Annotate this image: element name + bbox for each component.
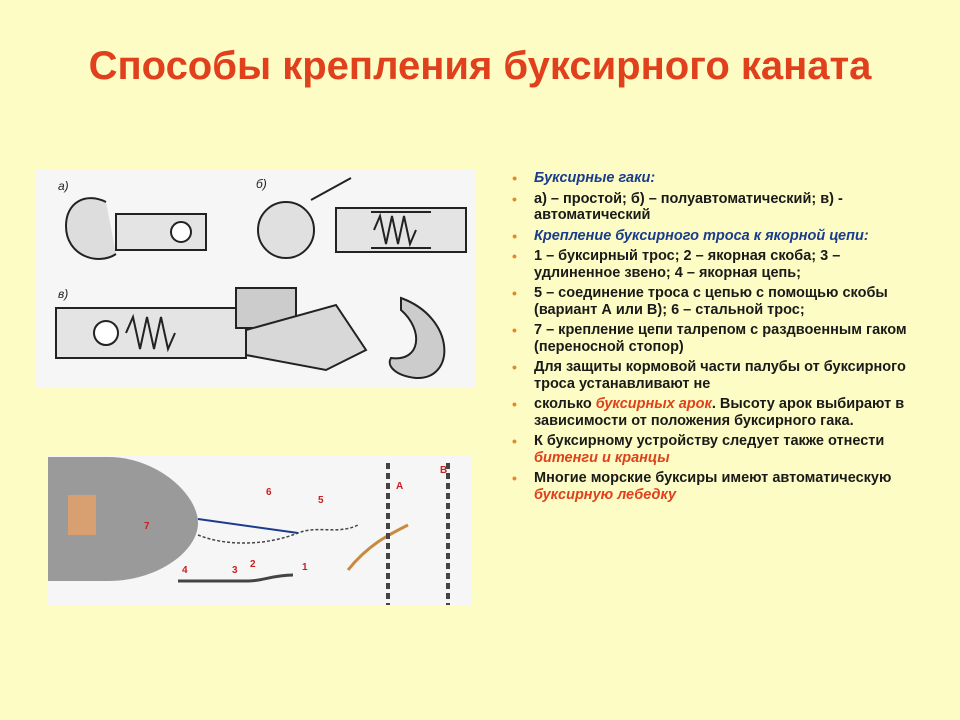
bullet-arches-before: сколько — [534, 396, 596, 412]
simple-hook-pin — [171, 222, 191, 242]
bullet-bitts — [512, 433, 912, 466]
stern-label-5: 5 — [318, 495, 324, 506]
hook-label-b: б) — [256, 177, 267, 191]
semi-auto-hook-lever — [311, 178, 351, 200]
bullet-winch — [512, 470, 912, 503]
steel-rope — [198, 519, 298, 533]
stern-bitts — [68, 495, 96, 535]
slide-title: Способы крепления буксирного каната — [88, 44, 872, 88]
towing-arches-highlight: буксирных арок — [595, 396, 712, 412]
hook-label-v: в) — [58, 287, 69, 301]
bullet-list — [512, 170, 912, 507]
winch-highlight: буксирную лебедку — [534, 486, 677, 503]
towing-hooks-drawing — [36, 170, 476, 388]
bullet-hooks-types: • а) – простой; б) – полуавтоматический; в) - автоматический — [512, 191, 912, 224]
bullet-deck-protection: • Для защиты кормовой части палубы от буксирного троса устанавливают не — [512, 359, 912, 392]
semi-auto-hook-shape — [258, 202, 314, 258]
stern-label-1: 1 — [302, 562, 308, 573]
bullet-winch-before: Многие морские буксиры имеют автоматическую — [534, 470, 892, 486]
bullet-chain-items-3: • 7 – крепление цепи талрепом с раздвоенным гаком (переносной стопор) — [512, 322, 912, 355]
simple-hook-body — [116, 214, 206, 250]
bullet-chain-heading: • Крепление буксирного троса к якорной цепи: — [512, 228, 912, 245]
stern-label-3: 3 — [232, 565, 238, 576]
bullet-arches-after: . Высоту арок выбирают в зависимости от положения буксирного гака. — [534, 396, 905, 429]
variant-label-b: В — [440, 465, 448, 476]
auto-hook-pin — [94, 321, 118, 345]
hook-label-a: а) — [58, 179, 69, 193]
bitts-highlight: битенги и кранцы — [534, 449, 670, 466]
variant-label-a: А — [396, 481, 404, 492]
stern-label-2: 2 — [250, 559, 256, 570]
stern-label-4: 4 — [182, 565, 188, 576]
bullet-chain-items-2: • 5 – соединение троса с цепью с помощью скобы (вариант А или В); 6 – стальной трос; — [512, 285, 912, 318]
bullet-chain-items-1: • 1 – буксирный трос; 2 – якорная скоба; 3 – удлиненное звено; 4 – якорная цепь; — [512, 248, 912, 281]
bullet-bitts-before: К буксирному устройству следует также отнести — [534, 433, 885, 449]
stern-label-6: 6 — [266, 487, 272, 498]
stern-towing-figure — [48, 455, 472, 605]
towing-hooks-figure — [36, 170, 476, 388]
simple-hook-shape — [66, 198, 116, 259]
bullet-towing-arches — [512, 396, 912, 429]
stern-label-7: 7 — [144, 521, 150, 532]
rope-a — [348, 525, 408, 570]
bullet-hooks-heading: • Буксирные гаки: — [512, 170, 912, 187]
stern-towing-drawing — [48, 455, 472, 605]
anchor-chain — [198, 525, 358, 543]
auto-hook-shape — [390, 298, 445, 378]
